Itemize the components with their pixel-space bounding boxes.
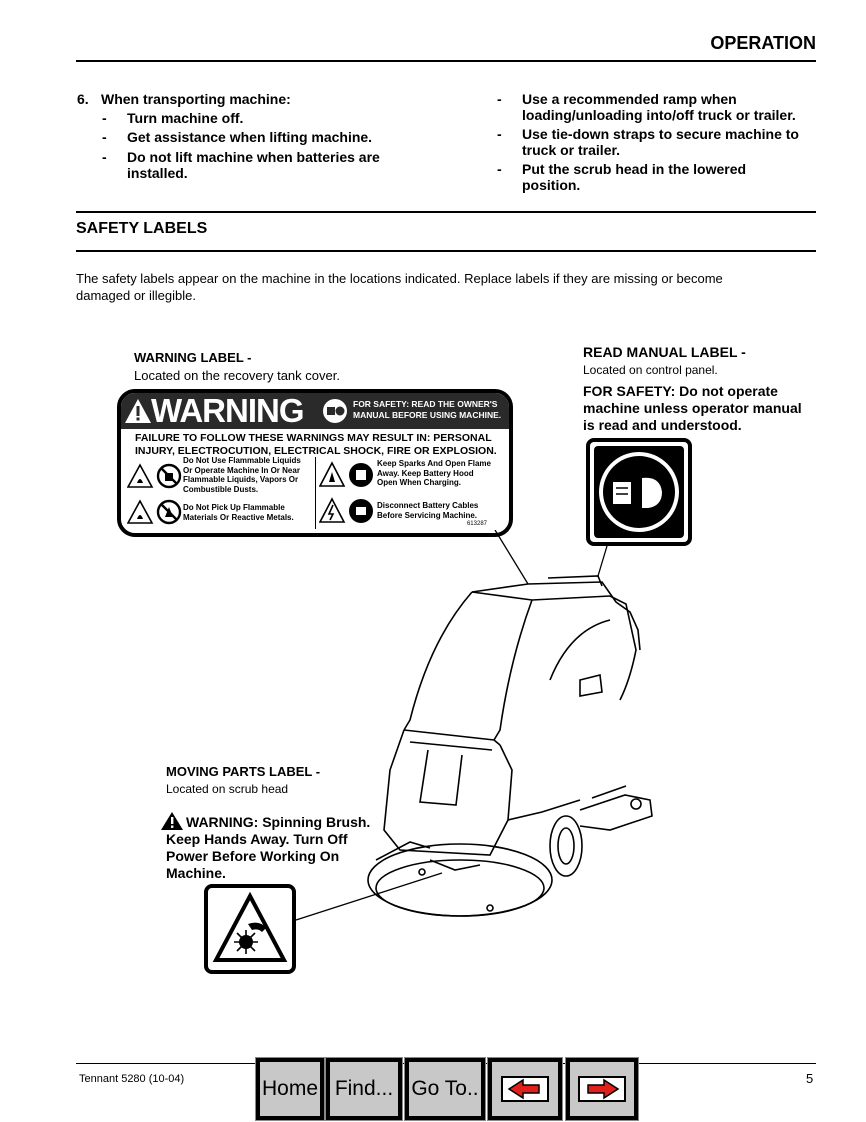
transport-list-item [497, 126, 827, 158]
read-manual-note: FOR SAFETY: Do not operate machine unless operator manual is read and understood. [583, 383, 802, 433]
intro-line-2: damaged or illegible. [76, 288, 196, 303]
list-dash: - [497, 91, 502, 107]
read-manual-location: Located on control panel. [583, 363, 718, 377]
transport-list-item [102, 129, 432, 145]
home-button[interactable]: Home [256, 1058, 324, 1120]
pickup-flammable-icon [127, 499, 183, 525]
section-rule-bottom [76, 250, 816, 252]
list-item-text: Get assistance when lifting machine. [127, 129, 373, 145]
header-rule [76, 60, 816, 62]
section-title: SAFETY LABELS [76, 220, 208, 237]
warning-triangle-icon [124, 398, 152, 424]
list-dash: - [497, 161, 502, 177]
page-title: OPERATION [710, 33, 816, 53]
intro-line-1: The safety labels appear on the machine in the locations indicated. Replace labels if they are missing or become [76, 271, 723, 286]
footer-doc-id: Tennant 5280 (10-04) [79, 1073, 185, 1085]
step-number: 6. [77, 91, 89, 107]
find-button[interactable]: Find... [326, 1058, 402, 1120]
transport-list-item [102, 110, 432, 126]
list-item-text: loading/unloading into/off truck or trailer. [522, 107, 796, 123]
part-number: 613287 [466, 521, 487, 527]
sparks-text: Keep Sparks And Open Flame Away. Keep Battery Hood Open When Charging. [377, 459, 491, 487]
warning-label-heading: WARNING LABEL - [134, 350, 252, 365]
decal-divider [315, 457, 316, 529]
list-item-text: Turn machine off. [127, 110, 244, 126]
read-manual-icon [321, 398, 349, 424]
list-dash: - [102, 110, 107, 126]
moving-parts-warning: WARNING: Spinning Brush. Keep Hands Away. Turn Off Power Before Working On Machine. [166, 814, 371, 881]
right-arrow-icon [578, 1076, 626, 1102]
list-dash: - [497, 126, 502, 142]
transport-list-item [497, 91, 827, 123]
flammable-liquid-icon [127, 463, 183, 489]
list-dash: - [102, 149, 107, 165]
scrubber-machine-illustration [280, 530, 660, 950]
warning-decal [117, 389, 513, 537]
step-heading: When transporting machine: [101, 91, 291, 107]
disconnect-text: Disconnect Battery Cables Before Servicing Machine. [377, 501, 479, 520]
read-manual-heading: READ MANUAL LABEL - [583, 344, 746, 360]
moving-parts-heading: MOVING PARTS LABEL - [166, 764, 321, 779]
spinning-brush-decal-icon [204, 884, 296, 974]
moving-parts-location: Located on scrub head [166, 782, 289, 796]
footer-page-number: 5 [806, 1071, 814, 1086]
forward-button[interactable] [566, 1058, 638, 1120]
read-manual-text: FOR SAFETY: READ THE OWNER'S MANUAL BEFORE USING MACHINE. [353, 399, 502, 420]
pickup-text: Do Not Pick Up Flammable Materials Or Reactive Metals. [183, 503, 294, 522]
transport-list-item [102, 149, 432, 181]
list-item-text: Put the scrub head in the lowered [522, 161, 747, 177]
list-item-text: Use a recommended ramp when [522, 91, 737, 107]
list-item-text: Use tie-down straps to secure machine to [522, 126, 799, 142]
section-rule-top [76, 211, 816, 213]
list-item-text: Do not lift machine when batteries are [127, 149, 380, 165]
electric-shock-icon [319, 497, 375, 525]
flammable-text: Do Not Use Flammable Liquids Or Operate Machine In Or Near Flammable Liquids, Vapors Or Combustible Dusts. [183, 456, 301, 494]
left-arrow-icon [501, 1076, 549, 1102]
sparks-icon [319, 461, 375, 489]
back-button[interactable] [488, 1058, 562, 1120]
list-item-text: truck or trailer. [522, 142, 621, 158]
warning-label-location: Located on the recovery tank cover. [134, 368, 340, 383]
list-item-text: installed. [127, 165, 188, 181]
warning-word: WARNING [151, 392, 304, 429]
list-item-text: position. [522, 177, 581, 193]
transport-list-item [497, 161, 827, 193]
failure-text: FAILURE TO FOLLOW THESE WARNINGS MAY RESULT IN: PERSONAL INJURY, ELECTROCUTION, ELECTRICAL SHOCK, FIRE OR EXPLOSION. [135, 432, 497, 457]
goto-button[interactable]: Go To.. [405, 1058, 485, 1120]
list-dash: - [102, 129, 107, 145]
